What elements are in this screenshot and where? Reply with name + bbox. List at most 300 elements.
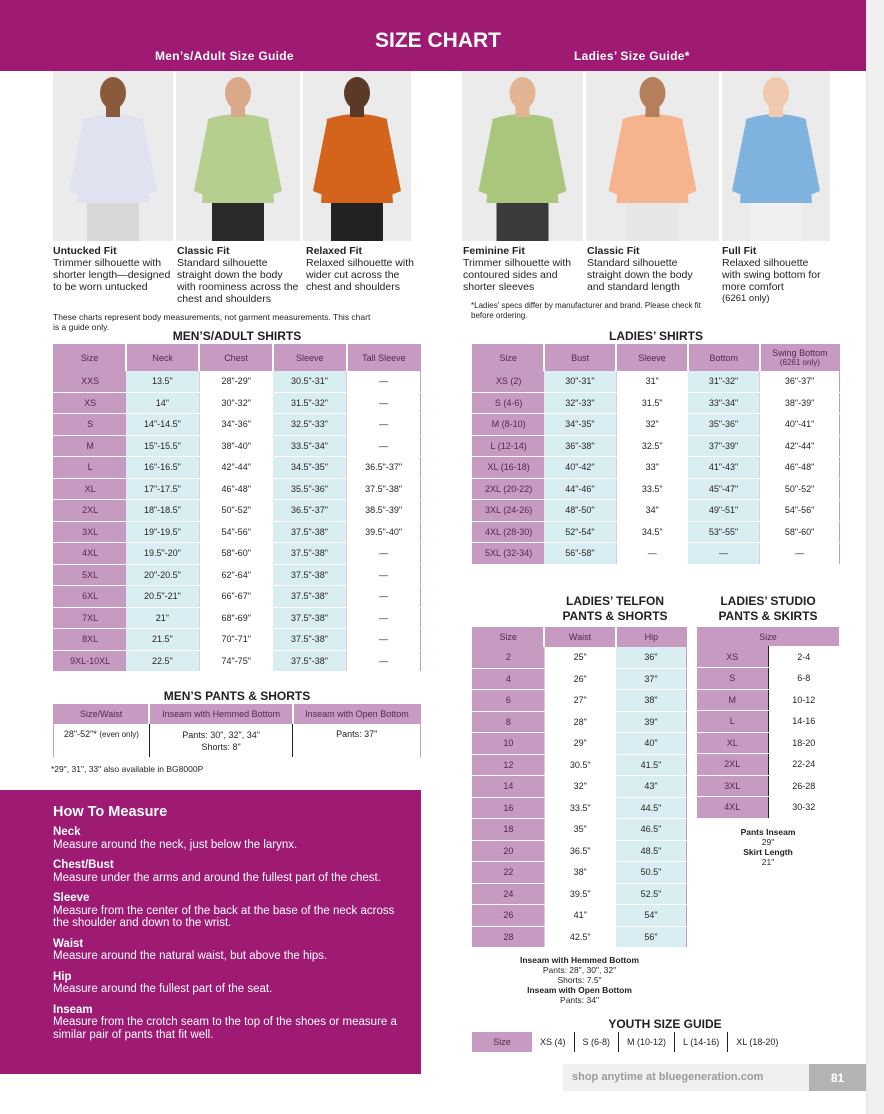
table-cell: 43" xyxy=(616,776,687,798)
pants-inseam-label: Pants Inseam xyxy=(740,827,796,837)
youth-size-cell: XS (4) xyxy=(532,1032,575,1052)
table-cell: 3XL (24-26) xyxy=(473,500,545,522)
table-cell: 37.5"-38" xyxy=(347,478,421,500)
fit-ladies-classic xyxy=(587,245,711,293)
table-cell: 34"-35" xyxy=(544,414,616,436)
measure-item xyxy=(53,938,408,963)
photo-mens-classic xyxy=(176,71,300,241)
table-row xyxy=(473,840,687,862)
fit-name: Untucked Fit xyxy=(53,245,117,257)
table-cell: 66"-67" xyxy=(199,586,273,608)
table-cell: 18-20 xyxy=(768,732,839,754)
table-cell: 34.5" xyxy=(616,521,688,543)
table-row xyxy=(473,819,687,841)
table-cell: 36"-38" xyxy=(544,435,616,457)
table-cell: 36" xyxy=(616,647,687,669)
page-title: SIZE CHART xyxy=(375,29,501,52)
table-cell: 38" xyxy=(616,690,687,712)
table-cell: XS xyxy=(54,392,127,414)
table-cell: 30.5"-31" xyxy=(273,371,347,393)
col-header: Inseam with Hemmed Bottom xyxy=(149,705,293,724)
table-row xyxy=(697,775,839,797)
how-to-measure-list xyxy=(53,826,408,1049)
mens-shirts-title: MEN’S/ADULT SHIRTS xyxy=(172,329,302,343)
table-row xyxy=(473,711,687,733)
table-row xyxy=(54,478,421,500)
table-cell: 44"-46" xyxy=(544,478,616,500)
table-cell: 6-8 xyxy=(768,668,839,690)
table-cell: 46.5" xyxy=(616,819,687,841)
note-open-title: Inseam with Open Bottom xyxy=(527,985,632,995)
measure-item-text: Measure around the neck, just below the larynx. xyxy=(53,838,298,851)
table-cell: 14" xyxy=(126,392,199,414)
how-to-measure-panel xyxy=(0,790,421,1074)
table-row xyxy=(54,607,421,629)
table-cell: 31"-32" xyxy=(688,371,760,393)
table-cell: 21.5" xyxy=(126,629,199,651)
fit-name: Classic Fit xyxy=(177,245,230,257)
photo-ladies-feminine xyxy=(462,71,583,241)
table-cell: 2 xyxy=(473,647,545,669)
ladies-shirts-table xyxy=(472,344,840,565)
table-cell: 41"-43" xyxy=(688,457,760,479)
table-cell: 5XL xyxy=(54,564,127,586)
table-cell: XL (16-18) xyxy=(473,457,545,479)
mens-guide-label: Men’s/Adult Size Guide xyxy=(155,49,294,63)
table-cell: 46"-48" xyxy=(199,478,273,500)
table-cell: 31.5" xyxy=(616,392,688,414)
table-cell: 70"-71" xyxy=(199,629,273,651)
table-cell: L (12-14) xyxy=(473,435,545,457)
col-header: Swing Bottom (6261 only) xyxy=(760,345,840,371)
table-cell: 53"-55" xyxy=(688,521,760,543)
table-cell: 9XL-10XL xyxy=(54,650,127,672)
table-cell: 42.5" xyxy=(544,926,616,948)
table-cell: 10-12 xyxy=(768,689,839,711)
pants-open-cell: Pants: 37" xyxy=(293,724,421,758)
table-cell: 3XL xyxy=(697,775,768,797)
fit-name: Full Fit xyxy=(722,245,757,257)
table-row xyxy=(473,435,840,457)
table-cell: 56"-58" xyxy=(544,543,616,565)
table-cell: 31" xyxy=(616,371,688,393)
ladies-studio-title-line2: PANTS & SKIRTS xyxy=(718,609,818,623)
ladies-specs-note: *Ladies’ specs differ by manufacturer and brand. Please check fit before ordering. xyxy=(471,301,701,320)
fit-name: Feminine Fit xyxy=(463,245,525,257)
fit-full xyxy=(722,245,827,305)
table-row xyxy=(473,371,840,393)
table-row xyxy=(473,754,687,776)
table-cell: 39.5"-40" xyxy=(347,521,421,543)
table-cell: 32.5"-33" xyxy=(273,414,347,436)
table-cell: 32" xyxy=(616,414,688,436)
table-row xyxy=(697,646,839,668)
col-header: Hip xyxy=(616,628,687,647)
table-cell: 48"-50" xyxy=(544,500,616,522)
table-row xyxy=(473,500,840,522)
mens-pants-table xyxy=(53,704,421,758)
mens-pants-title: MEN’S PANTS & SHORTS xyxy=(163,689,311,703)
measure-item xyxy=(53,892,408,930)
table-cell: 30-32 xyxy=(768,797,839,819)
table-cell: 4 xyxy=(473,668,545,690)
table-row xyxy=(473,733,687,755)
col-header: Size xyxy=(54,345,127,371)
table-cell: 33.5"-34" xyxy=(273,435,347,457)
footer-bar xyxy=(563,1064,866,1091)
col-header: Waist xyxy=(544,628,616,647)
table-row xyxy=(54,521,421,543)
table-cell: 28"-29" xyxy=(199,371,273,393)
table-cell: S (4-6) xyxy=(473,392,545,414)
table-row xyxy=(473,478,840,500)
table-cell: 4XL xyxy=(54,543,127,565)
ladies-studio-title xyxy=(697,594,839,624)
table-cell: 4XL xyxy=(697,797,768,819)
measure-item xyxy=(53,971,408,996)
table-cell: 16 xyxy=(473,797,545,819)
table-cell: 40"-41" xyxy=(760,414,840,436)
fit-desc: Standard silhouette straight down the body and standard length xyxy=(587,257,693,293)
table-cell: 20"-20.5" xyxy=(126,564,199,586)
measure-item-text: Measure from the center of the back at the base of the neck across the shoulder and down to the wrist. xyxy=(53,904,395,929)
table-cell: 28" xyxy=(544,711,616,733)
ladies-shirts-title: LADIES’ SHIRTS xyxy=(608,329,703,343)
pants-size-cell xyxy=(54,724,150,758)
pants-inseam: 29" xyxy=(761,837,775,847)
table-row xyxy=(54,629,421,651)
studio-notes xyxy=(697,827,839,867)
table-row xyxy=(473,797,687,819)
page-edge xyxy=(866,0,884,1114)
table-cell: 30.5" xyxy=(544,754,616,776)
table-cell: 45"-47" xyxy=(688,478,760,500)
table-cell: 38.5"-39" xyxy=(347,500,421,522)
table-cell: XS xyxy=(697,646,768,668)
pants-hemmed-shorts: Shorts: 8" xyxy=(201,741,241,752)
pants-hemmed-pants: Pants: 30", 32", 34" xyxy=(182,729,260,740)
fit-desc: Trimmer silhouette with shorter length—designed to be worn untucked xyxy=(53,257,171,293)
table-cell: 39.5" xyxy=(544,883,616,905)
fit-desc: Standard silhouette straight down the body with roominess across the chest and shoulders xyxy=(177,257,299,305)
ladies-pants-table xyxy=(472,627,687,948)
table-row xyxy=(473,521,840,543)
table-cell: 37.5"-38" xyxy=(273,521,347,543)
col-header: Neck xyxy=(126,345,199,371)
table-cell: 42"-44" xyxy=(199,457,273,479)
table-cell: M xyxy=(697,689,768,711)
table-cell: 3XL xyxy=(54,521,127,543)
table-cell: 39" xyxy=(616,711,687,733)
measure-item xyxy=(53,859,408,884)
table-cell: 28 xyxy=(473,926,545,948)
ladies-pants-title-line2: PANTS & SHORTS xyxy=(562,609,668,623)
table-cell: 41.5" xyxy=(616,754,687,776)
measure-item-text: Measure around the natural waist, but above the hips. xyxy=(53,950,328,962)
photo-mens-relaxed xyxy=(303,71,411,241)
page-number: 81 xyxy=(809,1064,866,1091)
table-row xyxy=(54,500,421,522)
measure-item xyxy=(53,826,408,851)
ladies-guide-label: Ladies’ Size Guide* xyxy=(574,49,690,63)
table-cell: 6 xyxy=(473,690,545,712)
table-cell: 33.5" xyxy=(544,797,616,819)
note-hemmed-shorts: Shorts: 7.5" xyxy=(557,975,602,985)
measure-item-head: Sleeve xyxy=(53,892,90,904)
youth-size-cell: M (10-12) xyxy=(619,1032,675,1052)
table-cell: 37" xyxy=(616,668,687,690)
table-cell: 44.5" xyxy=(616,797,687,819)
measure-item-text: Measure from the crotch seam to the top of the shoes or measure a similar pair of pants that fit well. xyxy=(53,1016,397,1041)
table-cell: 32"-33" xyxy=(544,392,616,414)
table-cell: S xyxy=(697,668,768,690)
table-cell: 22.5" xyxy=(126,650,199,672)
table-cell: 37.5"-38" xyxy=(273,629,347,651)
table-row xyxy=(54,392,421,414)
table-cell: M xyxy=(54,435,127,457)
youth-size-cell: L (14-16) xyxy=(675,1032,728,1052)
table-cell: XL xyxy=(697,732,768,754)
table-cell: 7XL xyxy=(54,607,127,629)
col-header: Sleeve xyxy=(273,345,347,371)
table-cell: 37.5"-38" xyxy=(273,564,347,586)
table-row xyxy=(697,732,839,754)
table-cell: 24 xyxy=(473,883,545,905)
table-cell: — xyxy=(760,543,840,565)
table-cell: 36.5"-37" xyxy=(347,457,421,479)
photo-ladies-full xyxy=(722,71,830,241)
table-cell: 29" xyxy=(544,733,616,755)
col-header: Bust xyxy=(544,345,616,371)
youth-size-label: Size xyxy=(472,1032,532,1052)
table-cell: 40"-42" xyxy=(544,457,616,479)
fit-relaxed xyxy=(306,245,414,293)
measure-item xyxy=(53,1004,408,1042)
table-row xyxy=(473,883,687,905)
table-cell: 35.5"-36" xyxy=(273,478,347,500)
table-cell: 5XL (32-34) xyxy=(473,543,545,565)
table-cell: — xyxy=(347,650,421,672)
table-cell: 26 xyxy=(473,905,545,927)
table-cell: 32.5" xyxy=(616,435,688,457)
table-cell: — xyxy=(688,543,760,565)
table-row xyxy=(54,435,421,457)
table-cell: 50"-52" xyxy=(760,478,840,500)
table-cell: 16"-16.5" xyxy=(126,457,199,479)
table-cell: 38"-40" xyxy=(199,435,273,457)
table-cell: 33" xyxy=(616,457,688,479)
ladies-studio-title-line1: LADIES’ STUDIO xyxy=(720,594,816,608)
fit-name: Relaxed Fit xyxy=(306,245,363,257)
table-cell: 35"-36" xyxy=(688,414,760,436)
table-cell: — xyxy=(347,607,421,629)
measure-item-head: Chest/Bust xyxy=(53,859,114,871)
table-row xyxy=(473,668,687,690)
table-row xyxy=(697,797,839,819)
table-cell: 14"-14.5" xyxy=(126,414,199,436)
table-cell: — xyxy=(616,543,688,565)
fit-name: Classic Fit xyxy=(587,245,640,257)
table-cell: 19.5"-20" xyxy=(126,543,199,565)
table-row xyxy=(697,711,839,733)
fit-desc: Relaxed silhouette with swing bottom for more comfort xyxy=(722,257,821,293)
note-open-pants: Pants: 34" xyxy=(560,995,599,1005)
col-header: Size/Waist xyxy=(54,705,150,724)
table-cell: 54" xyxy=(616,905,687,927)
table-cell: — xyxy=(347,586,421,608)
table-row xyxy=(54,650,421,672)
table-cell: 56" xyxy=(616,926,687,948)
table-cell: 14 xyxy=(473,776,545,798)
table-cell: 2XL xyxy=(697,754,768,776)
table-cell: 25" xyxy=(544,647,616,669)
table-cell: 33.5" xyxy=(616,478,688,500)
pants-size: 28"-52"* xyxy=(63,728,97,739)
pants-size-note: (even only) xyxy=(99,729,139,739)
measure-item-text: Measure around the fullest part of the seat. xyxy=(53,983,273,995)
table-cell: 35" xyxy=(544,819,616,841)
table-cell: 18 xyxy=(473,819,545,841)
note-hemmed-title: Inseam with Hemmed Bottom xyxy=(519,955,640,965)
table-cell: 21" xyxy=(126,607,199,629)
table-cell: 46"-48" xyxy=(760,457,840,479)
table-cell: 54"-56" xyxy=(760,500,840,522)
table-cell: 58"-60" xyxy=(760,521,840,543)
fit-desc: Relaxed silhouette with wider cut across the chest and shoulders xyxy=(306,257,414,293)
table-cell: 10 xyxy=(473,733,545,755)
table-cell: 27" xyxy=(544,690,616,712)
table-row xyxy=(473,457,840,479)
table-row xyxy=(697,689,839,711)
table-cell: 37.5"-38" xyxy=(273,650,347,672)
table-cell: L xyxy=(697,711,768,733)
table-cell: 37"-39" xyxy=(688,435,760,457)
table-row xyxy=(473,905,687,927)
table-cell: 6XL xyxy=(54,586,127,608)
table-cell: 31.5"-32" xyxy=(273,392,347,414)
mens-shirts-table xyxy=(53,344,421,672)
table-cell: — xyxy=(347,435,421,457)
table-row xyxy=(54,457,421,479)
table-cell: 38" xyxy=(544,862,616,884)
table-row xyxy=(54,543,421,565)
table-cell: 36.5" xyxy=(544,840,616,862)
table-cell: 36.5"-37" xyxy=(273,500,347,522)
table-cell: 68"-69" xyxy=(199,607,273,629)
table-cell: 42"-44" xyxy=(760,435,840,457)
table-cell: 58"-60" xyxy=(199,543,273,565)
table-cell: 38"-39" xyxy=(760,392,840,414)
table-cell: 22-24 xyxy=(768,754,839,776)
ladies-pants-notes xyxy=(472,955,687,1005)
youth-size-row xyxy=(472,1032,786,1052)
table-cell: 32" xyxy=(544,776,616,798)
footer-url[interactable]: shop anytime at bluegeneration.com xyxy=(572,1071,764,1083)
swing-note: (6261 only) xyxy=(779,357,820,367)
table-row xyxy=(473,414,840,436)
table-cell: 50.5" xyxy=(616,862,687,884)
table-row xyxy=(473,392,840,414)
table-cell: 37.5"-38" xyxy=(273,607,347,629)
table-cell: — xyxy=(347,414,421,436)
ladies-pants-title xyxy=(540,594,690,624)
note-hemmed-pants: Pants: 28", 30", 32" xyxy=(542,965,617,975)
measure-item-head: Hip xyxy=(53,970,72,983)
fit-desc: Trimmer silhouette with contoured sides and shorter sleeves xyxy=(463,257,572,293)
skirt-length-label: Skirt Length xyxy=(743,847,793,857)
table-cell: 19"-19.5" xyxy=(126,521,199,543)
col-header: Sleeve xyxy=(616,345,688,371)
pants-hemmed-cell xyxy=(149,724,293,758)
table-cell: 41" xyxy=(544,905,616,927)
table-cell: 22 xyxy=(473,862,545,884)
table-cell: 2-4 xyxy=(768,646,839,668)
table-cell: 30"-32" xyxy=(199,392,273,414)
table-cell: 34" xyxy=(616,500,688,522)
col-header: Size xyxy=(473,345,545,371)
table-row xyxy=(473,926,687,948)
table-cell: 14-16 xyxy=(768,711,839,733)
table-cell: XL xyxy=(54,478,127,500)
table-cell: — xyxy=(347,543,421,565)
table-cell: — xyxy=(347,371,421,393)
table-cell: 12 xyxy=(473,754,545,776)
table-row xyxy=(54,564,421,586)
table-cell: L xyxy=(54,457,127,479)
youth-size-cell: XL (18-20) xyxy=(736,1037,779,1047)
table-row xyxy=(473,776,687,798)
skirt-length: 21" xyxy=(761,857,775,867)
table-cell: 36"-37" xyxy=(760,371,840,393)
table-cell: 62"-64" xyxy=(199,564,273,586)
measure-item-text: Measure under the arms and around the fullest part of the chest. xyxy=(53,871,381,884)
table-cell: 40" xyxy=(616,733,687,755)
table-cell: 13.5" xyxy=(126,371,199,393)
table-row xyxy=(54,414,421,436)
table-cell: XXS xyxy=(54,371,127,393)
youth-size-cell: S (6-8) xyxy=(575,1032,620,1052)
table-cell: 50"-52" xyxy=(199,500,273,522)
table-cell: 8 xyxy=(473,711,545,733)
ladies-pants-title-line1: LADIES’ TELFON xyxy=(565,594,664,608)
table-cell: — xyxy=(347,392,421,414)
table-cell: M (8-10) xyxy=(473,414,545,436)
table-cell: 34.5"-35" xyxy=(273,457,347,479)
measure-item-head: Inseam xyxy=(53,1003,93,1016)
col-header: Chest xyxy=(199,345,273,371)
measure-item-head: Neck xyxy=(53,826,81,838)
table-cell: 37.5"-38" xyxy=(273,543,347,565)
table-cell: 2XL (20-22) xyxy=(473,478,545,500)
table-cell: XS (2) xyxy=(473,371,545,393)
table-cell: 20 xyxy=(473,840,545,862)
fit-feminine xyxy=(463,245,585,293)
table-cell: — xyxy=(347,564,421,586)
table-cell: 2XL xyxy=(54,500,127,522)
table-cell: 48.5" xyxy=(616,840,687,862)
col-header: Bottom xyxy=(688,345,760,371)
table-cell: 8XL xyxy=(54,629,127,651)
table-cell: 18"-18.5" xyxy=(126,500,199,522)
how-to-measure-title: How To Measure xyxy=(53,804,168,820)
table-cell: 26" xyxy=(544,668,616,690)
pants-footnote: *29", 31", 33" also available in BG8000P xyxy=(51,764,204,774)
table-cell: 30"-31" xyxy=(544,371,616,393)
table-cell: S xyxy=(54,414,127,436)
fit-note: (6261 only) xyxy=(722,293,770,304)
table-cell: 4XL (28-30) xyxy=(473,521,545,543)
body-measurements-note: These charts represent body measurements, not garment measurements. This chart is a guide only. xyxy=(53,312,371,332)
